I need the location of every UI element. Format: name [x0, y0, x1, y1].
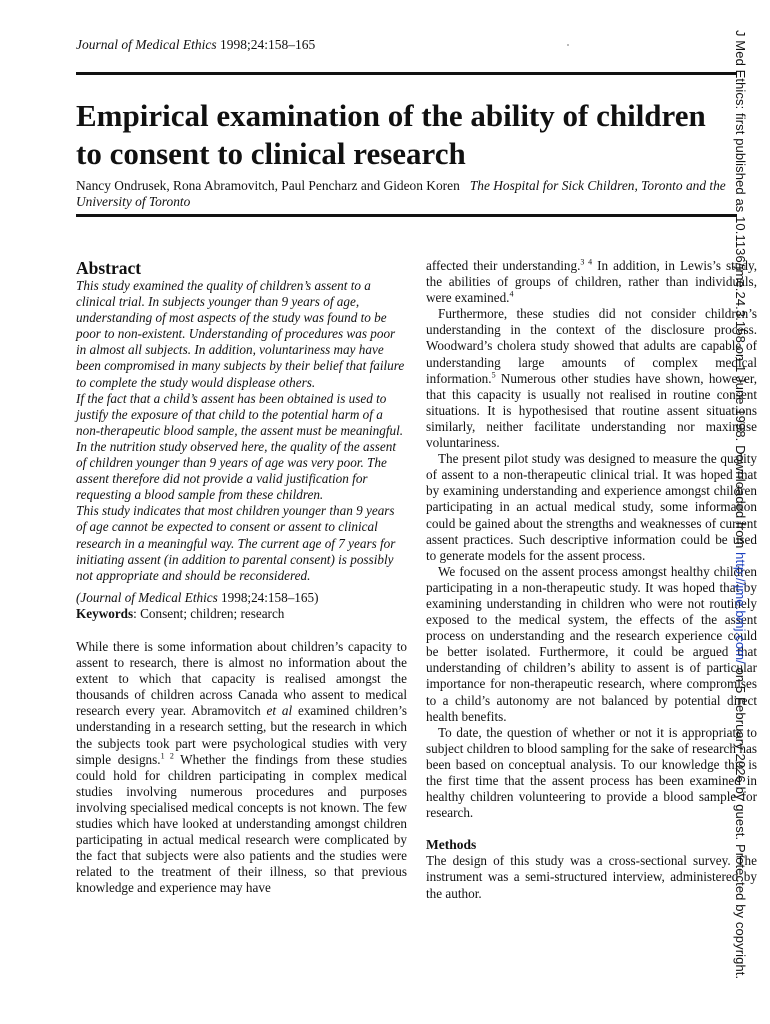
- reference-superscript: 4: [509, 289, 514, 299]
- body-p1-continued: In addition, in Lewis’s study, the abilities of groups of children, rather than individuals, were examined.: [426, 258, 757, 306]
- abstract-paragraph-3: This study indicates that most children younger than 9 years of age cannot be expected to consent or assent to clinical research in a meaningful way. The current age of 7 years for initiating assent (in addition to parental consent) is possibly not appropriate and should be reconsidered.: [76, 503, 396, 583]
- body-paragraph-1: [426, 258, 757, 306]
- left-column: [76, 258, 407, 896]
- keywords-line: [76, 606, 407, 622]
- intro-text-2: examined children’s understanding in a research setting, but the research in which the subjects took part were psychological studies with very simple designs.: [76, 703, 408, 767]
- side-banner-text-1: J Med Ethics: first published as 10.1136/jme.24.3.158 on 1 June 1998. Downloaded from: [733, 30, 748, 553]
- methods-paragraph: The design of this study was a cross-sectional survey. The instrument was a semi-structured interview, administered by the author.: [426, 853, 757, 901]
- journal-volume-pages: 1998;24:158–165: [216, 37, 316, 52]
- methods-heading: Methods: [426, 837, 477, 853]
- et-al: et al: [266, 703, 293, 719]
- author-affiliation: The Hospital for Sick Children, Toronto and the University of Toronto: [76, 178, 726, 209]
- abstract-heading: Abstract: [76, 258, 142, 278]
- journal-citation-header: [76, 37, 315, 53]
- journal-link[interactable]: http://jme.bmj.com/: [733, 552, 748, 664]
- body-p2-continued: Numerous other studies have shown, however, that this capacity is usually not realised in routine consent situations. It is hypothesised that routine assent situations similarly, neither facilitate understanding nor maximise voluntariness.: [426, 370, 757, 451]
- reference-superscript: 1 2: [160, 751, 174, 761]
- reference-superscript: 5: [491, 370, 496, 380]
- intro-text-3: Whether the findings from these studies could hold for children participating in complex medical studies involving numerous procedures and purposes involving specialised medical concepts is not known. The few studies which have looked at understanding amongst children participating in actual medical research were complicated by the fact that subjects were also patients and the studies were related to the treatment of their illness, so that previous knowledge and experience may have: [76, 751, 408, 896]
- keywords-label: Keywords: [76, 605, 134, 621]
- intro-paragraph: [76, 639, 407, 897]
- abstract-paragraph-2: If the fact that a child’s assent has been obtained is used to justify the exposure of that child to the potential harm of a non-therapeutic blood sample, the assent must be meaningful. In the nutrition study observed here, the quality of the assent of children younger than 9 years of age was very poor. The assent therefore did not provide a valid justification for requesting a blood sample from these children.: [76, 390, 404, 503]
- author-block: [76, 178, 738, 210]
- scan-speck: [567, 44, 569, 46]
- author-names: Nancy Ondrusek, Rona Abramovitch, Paul Pencharz and Gideon Koren: [76, 178, 460, 193]
- side-banner-text-2: on 5 February 2026 by guest. Protected by copyright.: [733, 663, 748, 980]
- abstract-paragraph-1: This study examined the quality of children’s assent to a clinical trial. In subjects younger than 9 years of age, understanding of most aspects of the study was found to be poor to non-existent. Understanding of procedures was poor in almost all subjects. In addition, voluntariness may have been compromised in many subjects by their belief that failure to complete the study would displease others.: [76, 278, 405, 390]
- body-paragraph-3: The present pilot study was designed to measure the quality of assent to a non-therapeutic clinical trial. It was hoped that by examining understanding and experience amongst children participating in an actual medical study, some information could be gained about the strengths and weaknesses of current assent practices. Such descriptive information could be used to generate models for the assent process.: [426, 451, 757, 563]
- copyright-side-banner: [733, 30, 748, 979]
- body-p1-text: affected their understanding.: [426, 258, 581, 273]
- header-rule: [76, 72, 737, 75]
- abstract-citation: [76, 590, 407, 606]
- abstract-citation-journal: (Journal of Medical Ethics: [76, 589, 218, 605]
- article-title: Empirical examination of the ability of children to consent to clinical research: [76, 98, 706, 171]
- right-column: [426, 258, 757, 902]
- title-rule: [76, 214, 737, 217]
- body-paragraph-5: To date, the question of whether or not it is appropriate to subject children to blood sampling for the sake of research has been based on conceptual analysis. To our knowledge this is the first time that the assent process has been examined in healthy children volunteering to provide a blood sample for research.: [426, 724, 757, 821]
- body-paragraph-2: [426, 306, 757, 451]
- body-p2-text: Furthermore, these studies did not consider children’s understanding in the context of the disclosure process. Woodward’s cholera study showed that adults are capable of understanding large amounts of complex medical information.: [426, 306, 757, 386]
- intro-text-1: While there is some information about children’s capacity to assent to research, there is almost no information about the extent to which that capacity is realised amongst the thousands of children across Canada who assent to medical research every year. Abramovitch: [76, 638, 407, 719]
- journal-name: Journal of Medical Ethics: [76, 37, 217, 52]
- reference-superscript: 3 4: [580, 257, 593, 267]
- body-paragraph-4: We focused on the assent process amongst healthy children participating in a non-therapeutic study. It was hoped that by examining understanding in children who were not routinely exposed to the medical system, the effects of the assent process on understanding and the research experience could be better isolated. Furthermore, it could be argued that understanding of children’s ability to assent is of particular importance for non-therapeutic research, where compromises to a child’s autonomy are not balanced by potential direct health benefits.: [426, 563, 757, 724]
- abstract-citation-rest: 1998;24:158–165): [217, 589, 319, 605]
- keywords-value: : Consent; children; research: [133, 605, 285, 621]
